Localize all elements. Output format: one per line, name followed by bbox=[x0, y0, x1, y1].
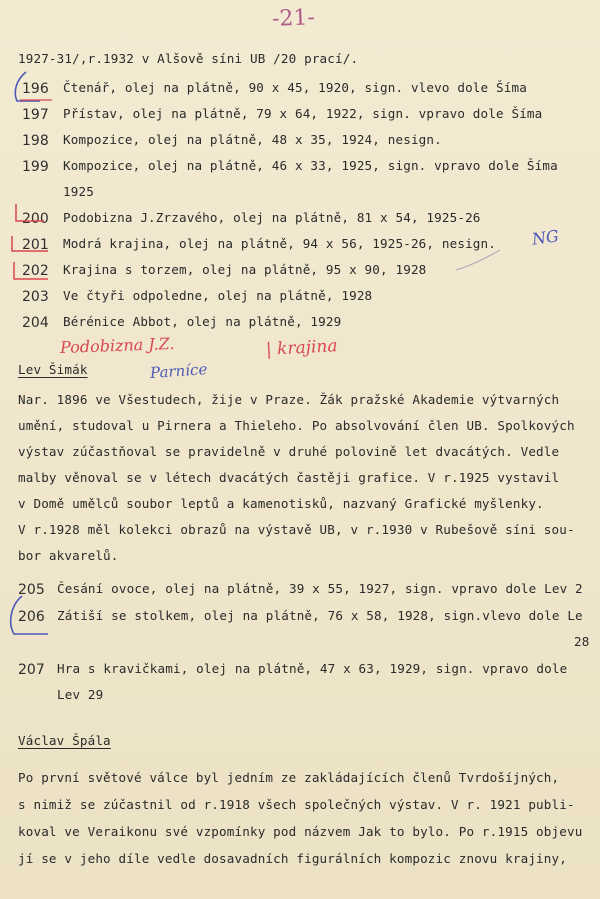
entry-number: 203 bbox=[22, 289, 49, 305]
entry-text: Kompozice, olej na plátně, 46 x 33, 1925, sign. vpravo dole Šíma bbox=[63, 158, 558, 173]
handwritten-note-red: Podobizna J.Z. bbox=[59, 334, 175, 357]
header-line: 1927-31/,r.1932 v Alšově síni UB /20 prací/. bbox=[18, 51, 359, 66]
bio-line: jí se v jeho díle vedle dosavadních figurálních kompozic znovu krajiny, bbox=[18, 851, 567, 866]
handwritten-mark-ng: NG bbox=[530, 226, 560, 249]
entry-number: 199 bbox=[22, 159, 49, 175]
entry-number: 202 bbox=[22, 263, 49, 279]
handwritten-note-red: | krajina bbox=[265, 336, 338, 360]
entry-text: Bérénice Abbot, olej na plátně, 1929 bbox=[63, 314, 342, 329]
entry-number: 198 bbox=[22, 133, 49, 149]
tick-mark-202 bbox=[456, 250, 500, 270]
bio-line: umění, studoval u Pirnera a Thieleho. Po absolvování člen UB. Spolkových bbox=[18, 418, 575, 433]
entry-number: 201 bbox=[22, 237, 49, 253]
bio-line: s nimiž se zúčastnil od r.1918 všech společných výstav. V r. 1921 publi- bbox=[18, 797, 575, 812]
entry-text: Přístav, olej na plátně, 79 x 64, 1922, sign. vpravo dole Šíma bbox=[63, 106, 543, 121]
handwritten-note-blue: Parníce bbox=[149, 360, 208, 382]
entry-number: 205 bbox=[18, 582, 45, 598]
entry-continuation: 1925 bbox=[63, 184, 94, 199]
entry-text: Ve čtyři odpoledne, olej na plátně, 1928 bbox=[63, 288, 373, 303]
bio-line: Nar. 1896 ve Všestudech, žije v Praze. Žák pražské Akademie výtvarných bbox=[18, 392, 560, 407]
entry-number: 196 bbox=[22, 81, 49, 97]
entry-number: 197 bbox=[22, 107, 49, 123]
entry-text: Hra s kravičkami, olej na plátně, 47 x 63, 1929, sign. vpravo dole bbox=[57, 661, 568, 676]
entry-number: 204 bbox=[22, 315, 49, 331]
bio-line: výstav zúčastňoval se pravidelně v druhé polovině let dvacátých. Vedle bbox=[18, 444, 560, 459]
entry-text: Modrá krajina, olej na plátně, 94 x 56, 1925-26, nesign. bbox=[63, 236, 496, 251]
section-heading-spala: Václav Špála bbox=[18, 733, 111, 748]
entry-text: Čtenář, olej na plátně, 90 x 45, 1920, sign. vlevo dole Šíma bbox=[63, 80, 527, 95]
entry-text: Krajina s torzem, olej na plátně, 95 x 90, 1928 bbox=[63, 262, 427, 277]
page-number: -21- bbox=[271, 5, 316, 32]
entry-text: Zátiší se stolkem, olej na plátně, 76 x 58, 1928, sign.vlevo dole Le bbox=[57, 608, 583, 623]
bio-line: Po první světové válce byl jedním ze zakládajících členů Tvrdošíjných, bbox=[18, 770, 560, 785]
entry-text: Podobizna J.Zrzavého, olej na plátně, 81 x 54, 1925-26 bbox=[63, 210, 481, 225]
bio-line: V r.1928 měl kolekci obrazů na výstavě UB, v r.1930 v Rubešově síni sou- bbox=[18, 522, 575, 537]
entry-number: 206 bbox=[18, 609, 45, 625]
bio-line: bor akvarelů. bbox=[18, 548, 119, 563]
section-heading-simak: Lev Šimák bbox=[18, 362, 88, 377]
entry-number: 200 bbox=[22, 211, 49, 227]
entry-continuation: Lev 29 bbox=[57, 687, 104, 702]
entry-number: 207 bbox=[18, 662, 45, 678]
bio-line: malby věnoval se v létech dvacátých častěji grafice. V r.1925 vystavil bbox=[18, 470, 560, 485]
bio-line: koval ve Veraikonu své vzpomínky pod názvem Jak to bylo. Po r.1915 objevu bbox=[18, 824, 583, 839]
entry-continuation: 28 bbox=[574, 634, 590, 649]
bio-line: v Domě umělců soubor leptů a kamenotisků, nazvaný Grafické myšlenky. bbox=[18, 496, 544, 511]
entry-text: Česání ovoce, olej na plátně, 39 x 55, 1927, sign. vpravo dole Lev 2 bbox=[57, 581, 583, 596]
entry-text: Kompozice, olej na plátně, 48 x 35, 1924, nesign. bbox=[63, 132, 442, 147]
